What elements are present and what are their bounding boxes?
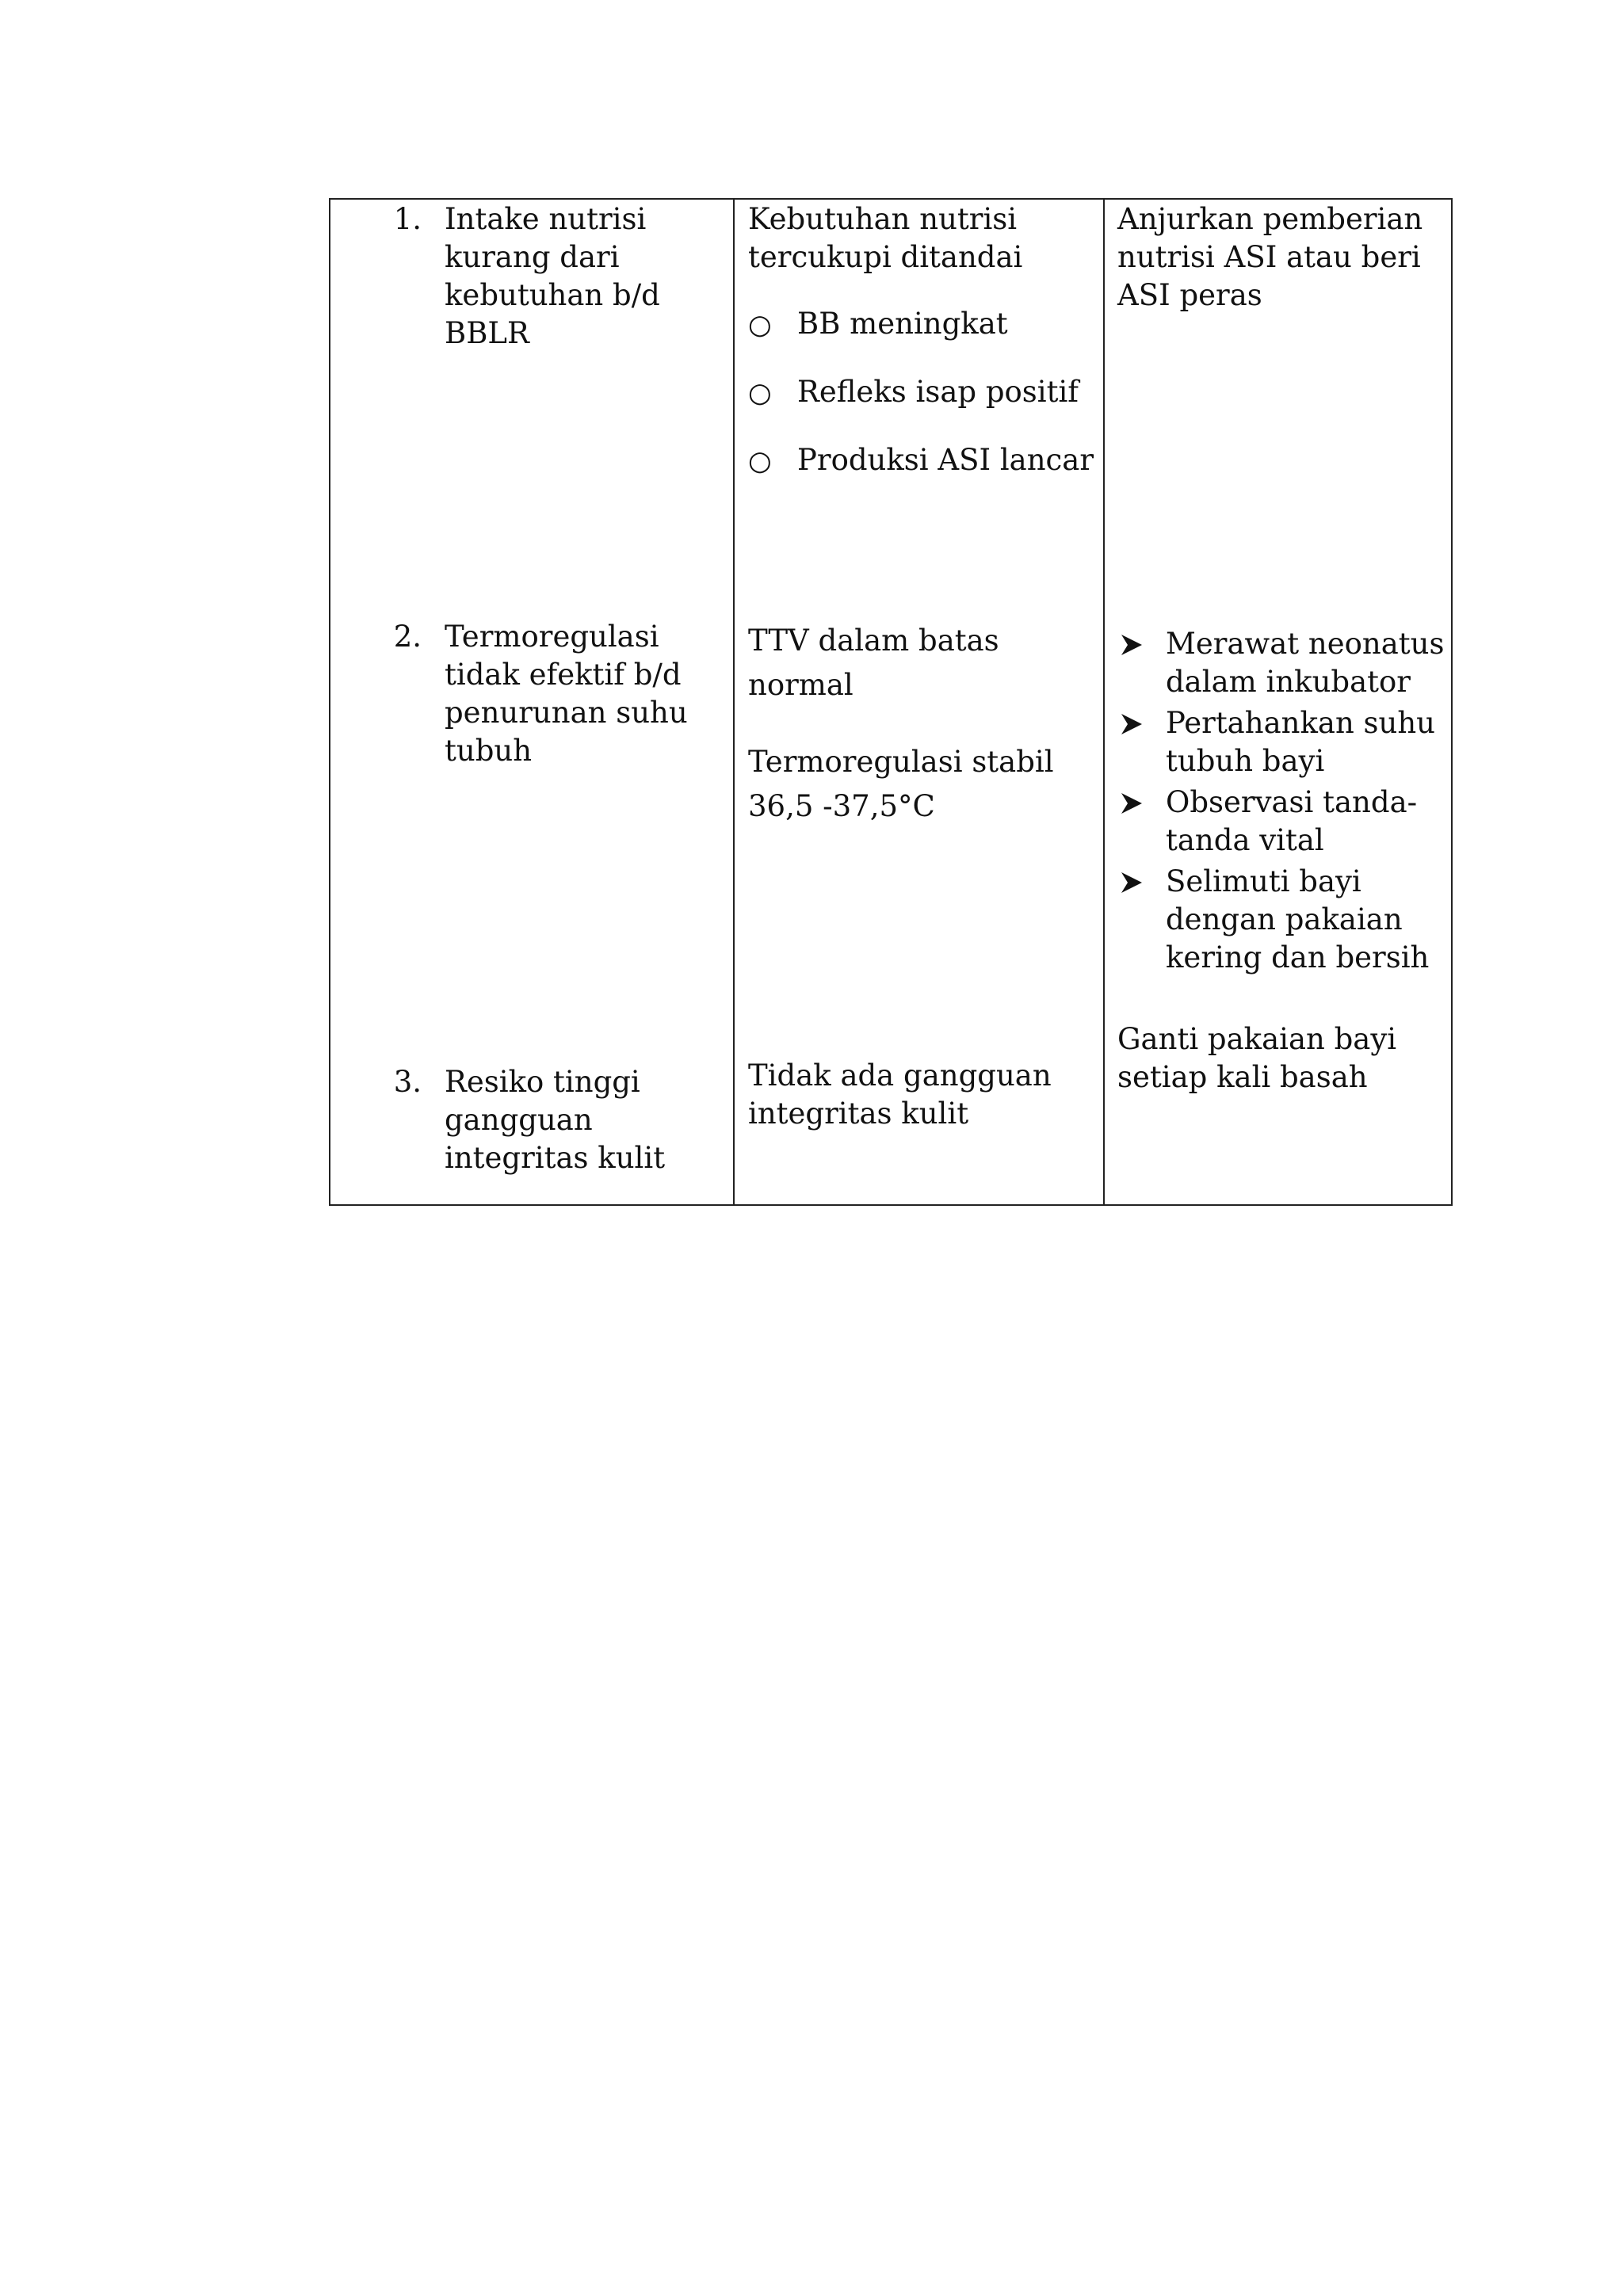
goal-line: tercukupi ditandai (748, 240, 1023, 274)
intervention-line: Ganti pakaian bayi (1117, 1022, 1397, 1056)
intervention-item: kering dan bersih (1166, 940, 1430, 974)
arrowhead-bullet-icon (1120, 633, 1144, 657)
diagnosis-line: penurunan suhu (445, 696, 688, 730)
intervention-item: Observasi tanda- (1166, 785, 1418, 819)
diagnosis-line: Intake nutrisi (445, 202, 647, 236)
intervention-line: ASI peras (1117, 278, 1262, 312)
circle-bullet-icon: ○ (748, 309, 772, 341)
circle-bullet-icon: ○ (748, 377, 772, 409)
column-divider (1103, 200, 1105, 1204)
goal-line: 36,5 -37,5°C (748, 789, 935, 823)
diagnosis-line: gangguan (445, 1103, 593, 1137)
diagnosis-line: tubuh (445, 734, 533, 768)
intervention-line: nutrisi ASI atau beri (1117, 240, 1421, 274)
intervention-item: Selimuti bayi (1166, 864, 1361, 898)
goal-line: normal (748, 668, 854, 702)
goal-line: Tidak ada gangguan (748, 1058, 1052, 1093)
diagnosis-line: integritas kulit (445, 1141, 666, 1175)
goal-item: Produksi ASI lancar (797, 443, 1094, 477)
diagnosis-line: Resiko tinggi (445, 1065, 640, 1099)
goal-item: BB meningkat (797, 307, 1008, 341)
goal-line: TTV dalam batas (748, 624, 999, 658)
goal-line: Kebutuhan nutrisi (748, 202, 1018, 236)
intervention-item: dalam inkubator (1166, 665, 1411, 699)
goal-item: Refleks isap positif (797, 375, 1079, 409)
circle-bullet-icon: ○ (748, 445, 772, 477)
diagnosis-line: kurang dari (445, 240, 620, 274)
arrowhead-bullet-icon (1120, 712, 1144, 736)
arrowhead-bullet-icon (1120, 791, 1144, 815)
row-number: 2. (393, 620, 422, 654)
arrowhead-bullet-icon (1120, 871, 1144, 894)
intervention-item: Pertahankan suhu (1166, 706, 1436, 740)
intervention-item: Merawat neonatus (1166, 627, 1445, 661)
diagnosis-line: BBLR (445, 316, 529, 350)
diagnosis-line: tidak efektif b/d (445, 658, 682, 692)
intervention-item: tubuh bayi (1166, 744, 1325, 778)
column-divider (733, 200, 735, 1204)
row-number: 3. (393, 1065, 422, 1099)
intervention-line: setiap kali basah (1117, 1060, 1368, 1094)
row-number: 1. (393, 202, 422, 236)
intervention-item: dengan pakaian (1166, 902, 1403, 936)
intervention-line: Anjurkan pemberian (1117, 202, 1423, 236)
intervention-item: tanda vital (1166, 823, 1324, 857)
goal-line: Termoregulasi stabil (748, 745, 1054, 779)
goal-line: integritas kulit (748, 1097, 969, 1131)
diagnosis-line: kebutuhan b/d (445, 278, 660, 312)
diagnosis-line: Termoregulasi (445, 620, 659, 654)
